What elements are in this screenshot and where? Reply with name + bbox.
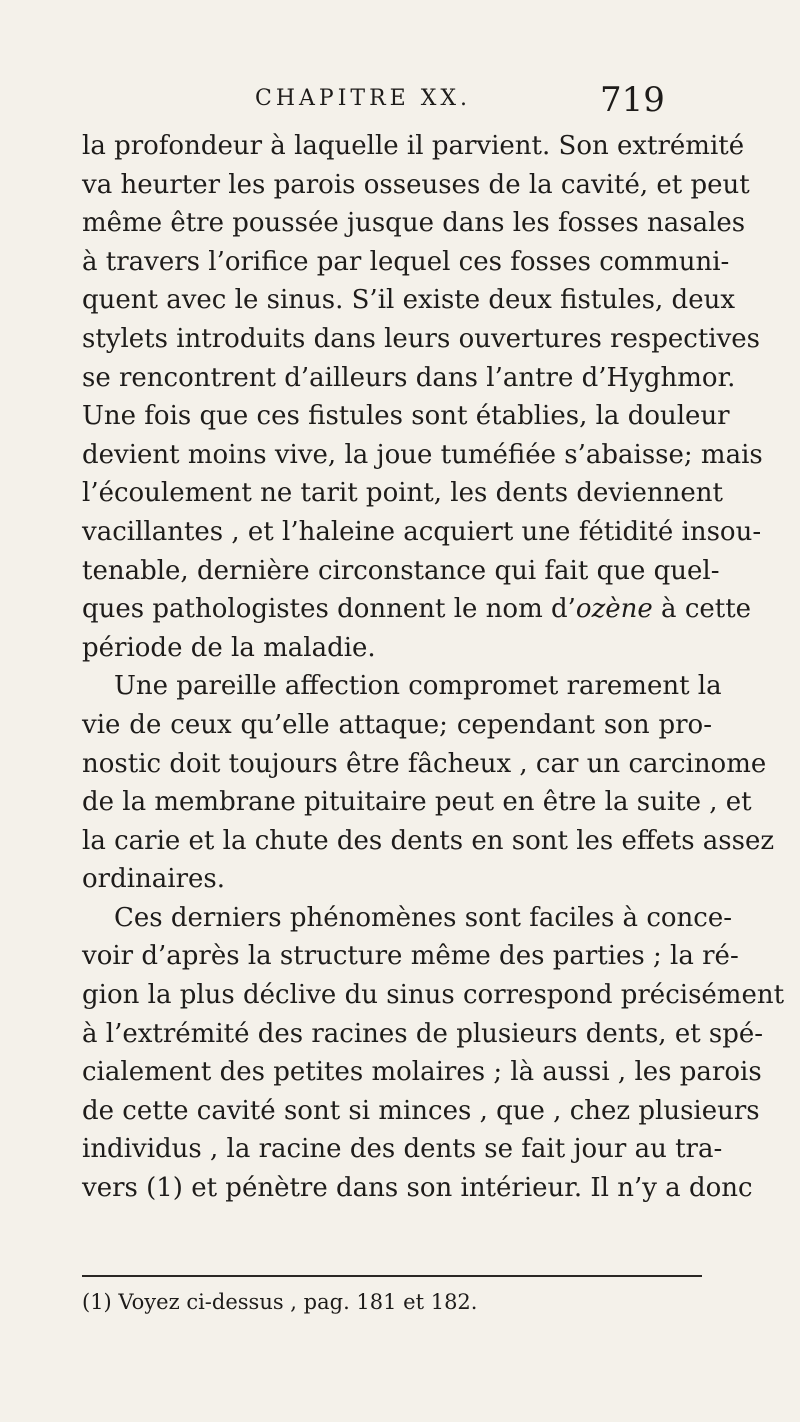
- text-line: ordinaires.: [82, 864, 226, 895]
- text-line: devient moins vive, la joue tuméfiée s’abaisse; mais: [82, 439, 763, 470]
- text-line: quent avec le sinus. S’il existe deux fistules, deux: [82, 285, 735, 316]
- paragraph-first-line: Une pareille affection compromet rarement la: [114, 671, 722, 702]
- text-line: de la membrane pituitaire peut en être la suite , et: [82, 787, 752, 818]
- text-line: va heurter les parois osseuses de la cavité, et peut: [82, 169, 750, 200]
- text-line: nostic doit toujours être fâcheux , car un carcinome: [82, 748, 767, 779]
- paragraph-first-line: Ces derniers phénomènes sont faciles à conce-: [114, 902, 733, 933]
- text-line: période de la maladie.: [82, 632, 376, 663]
- text-line: vacillantes , et l’haleine acquiert une fétidité insou-: [82, 516, 762, 547]
- text-line: stylets introduits dans leurs ouvertures respectives: [82, 323, 761, 354]
- text-line: individus , la racine des dents se fait jour au tra-: [82, 1134, 723, 1165]
- text-line: [82, 590, 752, 629]
- text-line: à l’extrémité des racines de plusieurs dents, et spé-: [82, 1018, 764, 1049]
- text-line: l’écoulement ne tarit point, les dents deviennent: [82, 478, 723, 509]
- text-line: la carie et la chute des dents en sont les effets assez: [82, 825, 775, 856]
- text-line: tenable, dernière circonstance qui fait que quel-: [82, 555, 720, 586]
- body-text: [82, 127, 785, 1208]
- text-line: vers (1) et pénètre dans son intérieur. Il n’y a donc: [82, 1173, 753, 1204]
- text-line: cialement des petites molaires ; là aussi , les parois: [82, 1057, 762, 1088]
- text-line: de cette cavité sont si minces , que , chez plusieurs: [82, 1095, 760, 1126]
- running-head: [0, 80, 800, 120]
- text-line: la profondeur à laquelle il parvient. Son extrémité: [82, 131, 745, 161]
- page-number: 719: [600, 80, 665, 120]
- text-line: se rencontrent d’ailleurs dans l’antre d’Hyghmor.: [82, 362, 736, 393]
- text-line: à travers l’orifice par lequel ces fosses communi-: [82, 246, 730, 277]
- text-segment: ques pathologistes donnent le nom d’: [82, 594, 576, 625]
- footnote: (1) Voyez ci-dessus , pag. 181 et 182.: [82, 1290, 478, 1314]
- text-line: gion la plus déclive du sinus correspond précisément: [82, 980, 785, 1011]
- chapter-title: CHAPITRE XX.: [255, 86, 472, 111]
- text-line: même être poussée jusque dans les fosses nasales: [82, 208, 746, 239]
- footnote-rule: [82, 1275, 702, 1277]
- text-line: Une fois que ces fistules sont établies, la douleur: [82, 401, 730, 432]
- text-line: voir d’après la structure même des parties ; la ré-: [82, 941, 739, 972]
- italic-term: ozène: [575, 594, 653, 625]
- text-line: vie de ceux qu’elle attaque; cependant son pro-: [82, 709, 712, 740]
- text-segment: à cette: [652, 594, 752, 625]
